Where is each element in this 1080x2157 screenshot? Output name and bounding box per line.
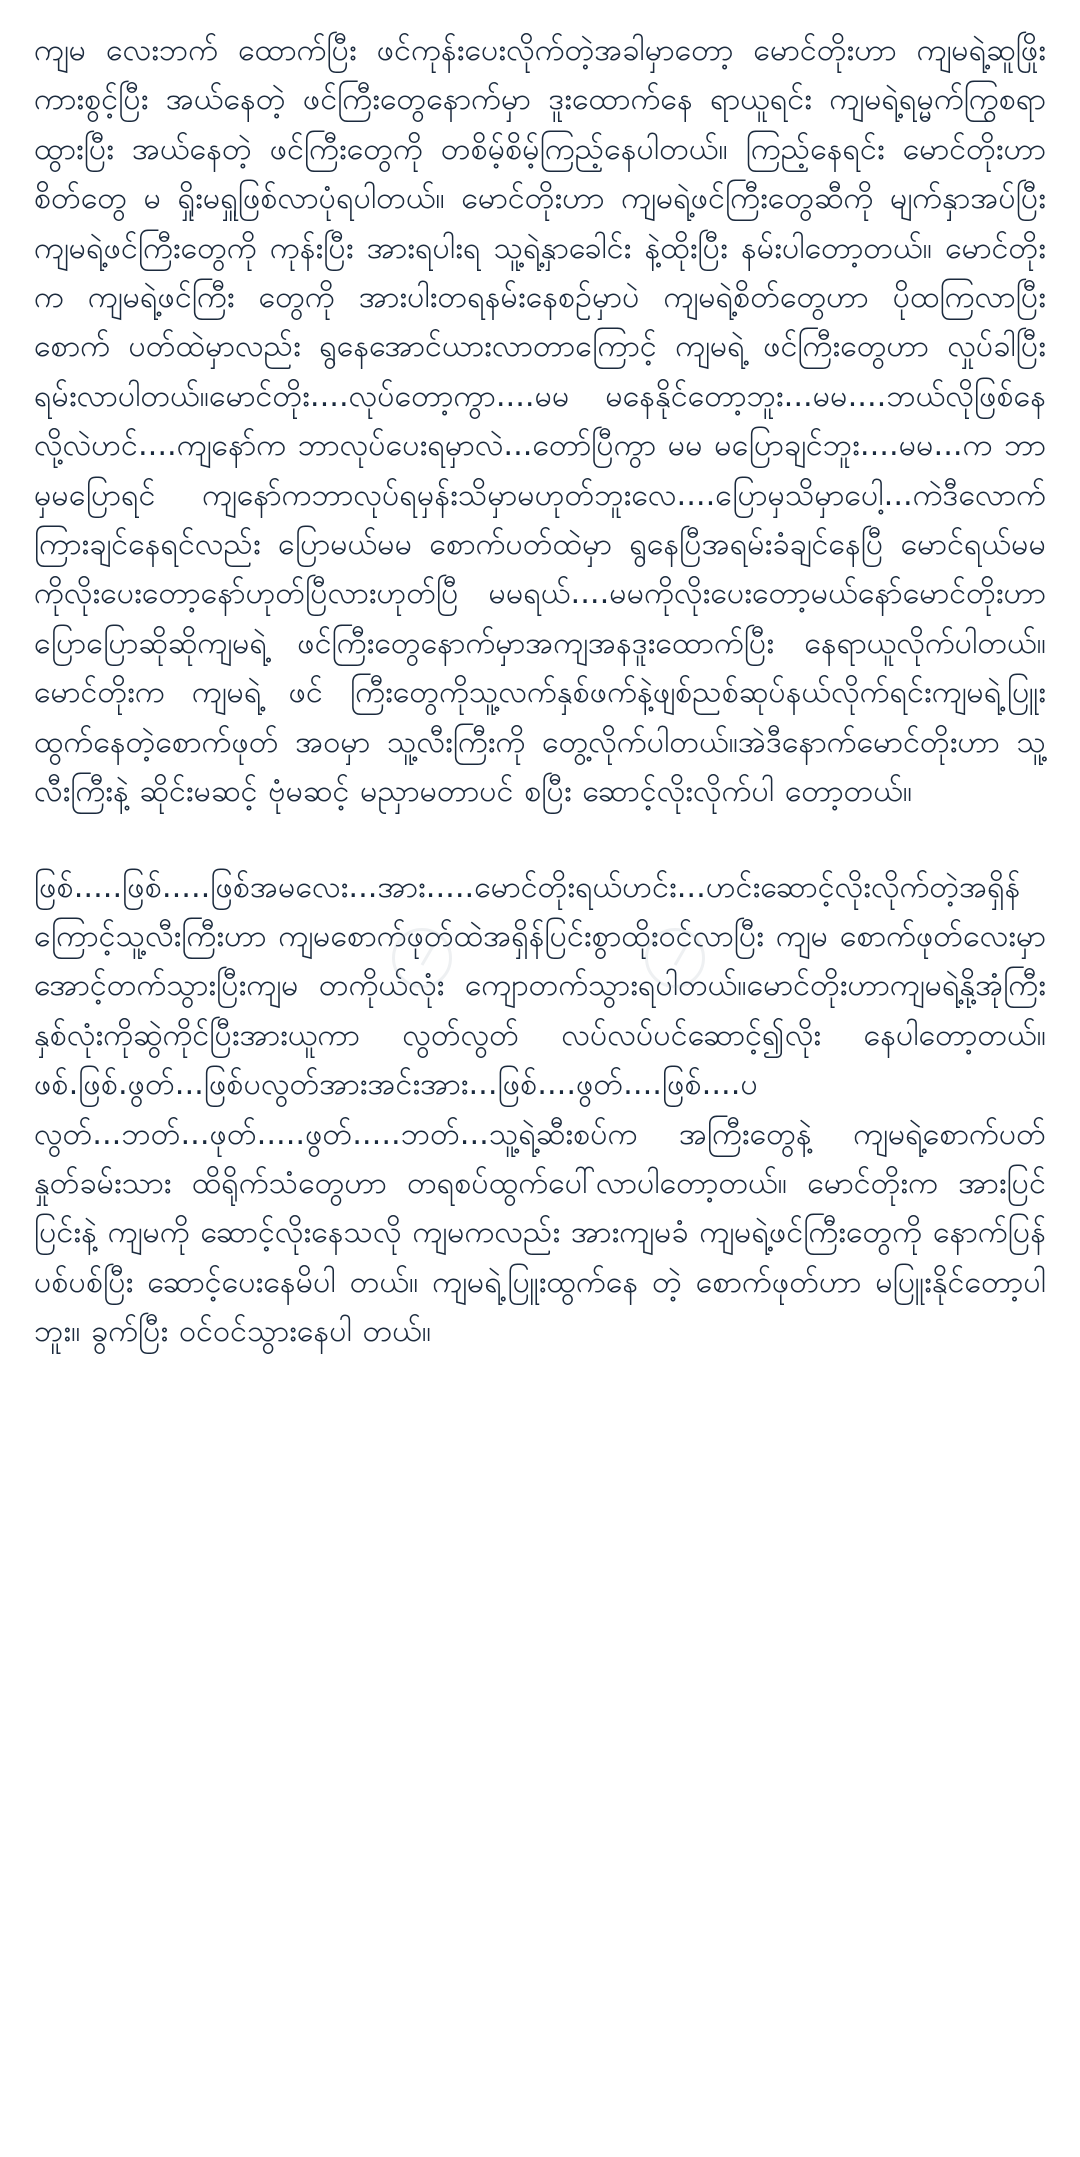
paragraph-1: ကျမ လေးဘက် ထောက်ပြီး ဖင်ကုန်းပေးလိုက်တဲ့အခါမှာတော့ မောင်တိုးဟာ ကျမရဲ့ဆူဖြိုးကားစွင့်ပြီး အယ်နေတဲ့ ဖင်ကြီးတွေနောက်မှာ ဒူးထောက်နေ ရာယူရင်း ကျမရဲ့ရမ္မက်ကြွစရာ ထွားပြီး အယ်နေတဲ့ ဖင်ကြီးတွေကို တစိမ့်စိမ့်ကြည့်နေပါတယ်။ ကြည့်နေရင်း မောင်တိုးဟာ စိတ်တွေ မ ရှိုးမရှူဖြစ်လာပုံရပါတယ်။ မောင်တိုးဟာ ကျမရဲ့ဖင်ကြီးတွေဆီကို မျက်နှာအပ်ပြီး ကျမရဲ့ဖင်ကြီးတွေကို ကုန်းပြီး အားရပါးရ သူ့ရဲ့နှာခေါင်း နဲ့ထိုးပြီး နမ်းပါတော့တယ်။ မောင်တိုးက ကျမရဲ့ဖင်ကြီး တွေကို အားပါးတရနမ်းနေစဉ်မှာပဲ ကျမရဲ့စိတ်တွေဟာ ပိုထကြလာပြီး စောက် ပတ်ထဲမှာလည်း ရွနေအောင်ယားလာတာကြောင့် ကျမရဲ့ ဖင်ကြီးတွေဟာ လှုပ်ခါပြီးရမ်းလာပါတယ်။မောင်တိုး....လုပ်တော့ကွာ....မမ မနေနိုင်တော့ဘူး...မမ....ဘယ်လိုဖြစ်နေလို့လဲဟင်....ကျနော်က ဘာလုပ်ပေးရမှာလဲ...တော်ပြီကွာ မမ မပြောချင်ဘူး....မမ...က ဘာမှမပြောရင် ကျနော်ကဘာလုပ်ရမှန်းသိမှာမဟုတ်ဘူးလေ....ပြောမှသိမှာပေါ့...ကဲဒီလောက်ကြားချင်နေရင်လည်း ပြောမယ်မမ စောက်ပတ်ထဲမှာ ရွနေပြီအရမ်းခံချင်နေပြီ မောင်ရယ်မမကိုလိုးပေးတော့နော်ဟုတ်ပြီလားဟုတ်ပြီ မမရယ်....မမကိုလိုးပေးတော့မယ်နော်မောင်တိုးဟာ ပြောပြောဆိုဆိုကျမရဲ့ ဖင်ကြီးတွေနောက်မှာအကျအနဒူးထောက်ပြီး နေရာယူလိုက်ပါတယ်။ မောင်တိုးက ကျမရဲ့ ဖင် ကြီးတွေကိုသူ့လက်နှစ်ဖက်နဲ့ဖျစ်ညစ်ဆုပ်နယ်လိုက်ရင်းကျမရဲ့ပြူးထွက်နေတဲ့စောက်ဖုတ် အဝမှာ သူ့လီးကြီးကို တွေ့လိုက်ပါတယ်။အဲဒီနောက်မောင်တိုးဟာ သူ့ လီးကြီးနဲ့ ဆိုင်းမဆင့် ဗုံမဆင့် မညှာမတာပင် စပြီး ဆောင့်လိုးလိုက်ပါ တော့တယ်။ [34,33,1046,810]
paragraph-2: ဖြစ်.....ဖြစ်.....ဖြစ်အမလေး...အား.....မောင်တိုးရယ်ဟင်း...ဟင်းဆောင့်လိုးလိုက်တဲ့အရှိန်ကြောင့်သူ့လီးကြီးဟာ ကျမစောက်ဖုတ်ထဲအရှိန်ပြင်းစွာထိုးဝင်လာပြီး ကျမ စောက်ဖုတ်လေးမှာ အောင့်တက်သွားပြီးကျမ တကိုယ်လုံး ကျောတက်သွားရပါတယ်။မောင်တိုးဟာကျမရဲ့နို့အုံကြီး နှစ်လုံးကိုဆွဲကိုင်ပြီးအားယူကာ လွတ်လွတ် လပ်လပ်ပင်ဆောင့်၍လိုး နေပါတော့တယ်။ဖစ်.ဖြစ်.ဖွတ်...ဖြစ်ပလွတ်အားအင်းအား...ဖြစ်....ဖွတ်....ဖြစ်....ပလွတ်...ဘတ်...ဖုတ်.....ဖွတ်.....ဘတ်...သူ့ရဲ့ဆီးစပ်က အကြီးတွေနဲ့ ကျမရဲ့စောက်ပတ်နှုတ်ခမ်းသား ထိရိုက်သံတွေဟာ တရစပ်ထွက်ပေါ်လာပါတော့တယ်။ မောင်တိုးက အားပြင်ပြင်းနဲ့ ကျမကို ဆောင့်လိုးနေသလို ကျမကလည်း အားကျမခံ ကျမရဲ့ဖင်ကြီးတွေကို နောက်ပြန်ပစ်ပစ်ပြီး ဆောင့်ပေးနေမိပါ တယ်။ ကျမရဲ့ပြူးထွက်နေ တဲ့ စောက်ဖုတ်ဟာ မပြူးနိုင်တော့ပါဘူး။ ခွက်ပြီး ဝင်ဝင်သွားနေပါ တယ်။ [34,869,1046,1350]
